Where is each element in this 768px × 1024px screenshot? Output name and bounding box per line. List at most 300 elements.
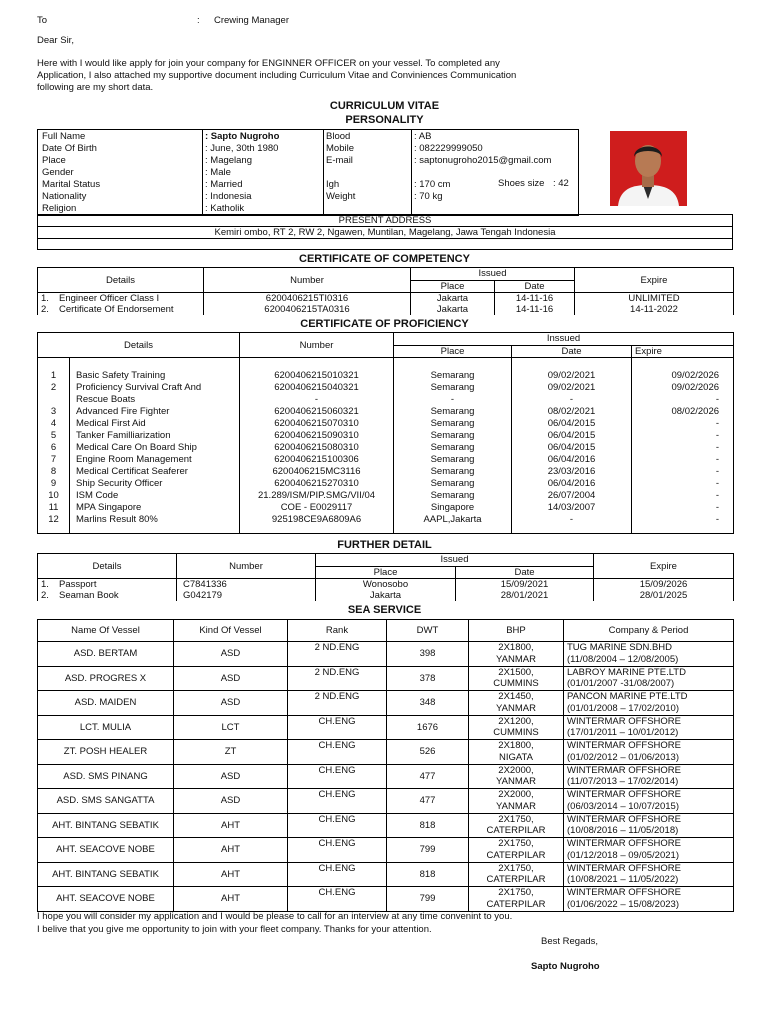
intro-paragraph: Here with I would like apply for join your company for ENGINNER OFFICER on your vessel. To completed any Application, I also attached my supportive document including Curriculum Vitae and Conviniences Communication following are my short data. [37,58,517,93]
col-place: Place [411,280,495,293]
row-number: 4 [38,418,70,430]
table-row [38,579,734,591]
date-cell: 14/03/2007 [512,502,632,514]
detail-cell [38,590,177,601]
spacer-cell [632,526,734,534]
row-number: 2. [41,590,49,601]
company-line: WINTERMAR OFFSHORE [567,887,681,899]
rank-cell: CH.ENG [288,789,387,814]
rank-cell: CH.ENG [288,813,387,838]
number-cell: C7841336 [177,579,316,591]
number-cell: 925198CE9A6809A6 [240,514,394,526]
table-row [38,418,734,430]
table-row [38,764,734,789]
expire-cell: - [632,478,734,490]
address-blank [38,239,733,250]
address-value: Kemiri ombo, RT 2, RW 2, Ngawen, Muntilan, Magelang, Jawa Tengah Indonesia [38,227,733,239]
number-cell: G042179 [177,590,316,601]
company-line: (11/07/2013 – 17/02/2014) [567,776,679,788]
sea-title: SEA SERVICE [347,604,422,616]
sea-service-table [37,619,734,912]
field-label: Gender [42,166,74,178]
number-cell: 6200406215TI0316 [204,293,411,305]
field-value [411,202,576,214]
spacer-cell [632,358,734,370]
expire-cell: 08/02/2026 [632,406,734,418]
company-cell [564,666,734,691]
expire-cell: - [632,490,734,502]
place-cell: AAPL,Jakarta [394,514,512,526]
bhp-line: 2X1500, [498,666,534,678]
bhp-line: YANMAR [496,702,536,714]
spacer-cell [38,358,70,370]
table-row [38,813,734,838]
company-cell [564,789,734,814]
bhp-cell [469,789,564,814]
field-value: : Sapto Nugroho [205,130,280,142]
vessel-name: AHT. BINTANG SEBATIK [38,813,174,838]
vessel-kind: AHT [174,887,288,912]
company-line: WINTERMAR OFFSHORE [567,764,681,776]
bhp-line: 2X1750, [498,887,534,899]
detail-cell: Ship Security Officer [70,478,240,490]
field-label: Place [42,154,66,166]
row-number: 11 [38,502,70,514]
vessel-name: ASD. SMS SANGATTA [38,789,174,814]
table-row [38,178,576,190]
bhp-cell [469,715,564,740]
date-cell: 06/04/2015 [512,418,632,430]
expire-cell: - [632,442,734,454]
field-value: : Married [205,178,243,190]
expire-cell: 09/02/2026 [632,382,734,394]
place-cell: Semarang [394,490,512,502]
spacer-cell [240,526,394,534]
company-cell [564,764,734,789]
table-row [38,740,734,765]
company-line: (10/08/2021 – 11/05/2022) [567,874,679,886]
to-label: To [37,15,48,26]
expire-cell: - [632,514,734,526]
spacer-cell [394,358,512,370]
date-cell: 23/03/2016 [512,466,632,478]
row-number: 2 [38,382,70,394]
number-cell: 21.289/ISM/PIP.SMG/VII/04 [240,490,394,502]
table-row [38,666,734,691]
row-number [38,394,70,406]
company-line: WINTERMAR OFFSHORE [567,862,681,874]
table-row [38,715,734,740]
company-line: (01/06/2022 – 15/08/2023) [567,898,679,910]
bhp-line: 2X1800, [498,642,534,654]
number-cell: COE - E0029117 [240,502,394,514]
dwt-cell: 818 [387,813,469,838]
company-cell [564,715,734,740]
signature-name: Sapto Nugroho [531,961,600,972]
date-cell: 15/09/2021 [456,579,594,591]
table-row [38,406,734,418]
bhp-cell [469,740,564,765]
vessel-name: ZT. POSH HEALER [38,740,174,765]
col-number: Number [240,333,394,358]
table-row [38,358,734,370]
bhp-line: YANMAR [496,653,536,665]
vessel-kind: ASD [174,764,288,789]
number-cell: 6200406215010321 [240,370,394,382]
field-label: Nationality [42,190,87,202]
field-value: : saptonugroho2015@gmail.com [414,154,552,166]
spacer-cell [70,358,240,370]
regards: Best Regads, [541,936,599,947]
number-cell: 6200406215040321 [240,382,394,394]
table-row [38,514,734,526]
number-cell: 6200406215090310 [240,430,394,442]
col-date: Date [495,280,575,293]
field-label: Mobile [326,142,354,154]
col-expire: Expire [632,345,734,358]
table-row [38,590,734,601]
vessel-kind: AHT [174,838,288,863]
proficiency-table [37,332,734,534]
dwt-cell: 477 [387,764,469,789]
field-label: Full Name [42,130,86,142]
vessel-name: ASD. BERTAM [38,642,174,667]
number-cell: 6200406215270310 [240,478,394,490]
table-row [38,862,734,887]
table-row [38,370,734,382]
col-issued: Issued [316,554,594,567]
field-value: : 082229999050 [414,142,483,154]
company-line: PANCON MARINE PTE.LTD [567,691,688,703]
field-label: Date Of Birth [42,142,97,154]
table-row [38,642,734,667]
table-row [38,887,734,912]
field-value: : Magelang [205,154,253,166]
expire-cell: - [632,430,734,442]
proficiency-title: CERTIFICATE OF PROFICIENCY [300,318,469,330]
date-cell: 08/02/2021 [512,406,632,418]
detail-cell: ISM Code [70,490,240,502]
company-line: (01/01/2007 -31/08/2007) [567,678,675,690]
vessel-kind: ZT [174,740,288,765]
table-row [38,466,734,478]
place-cell: Semarang [394,418,512,430]
detail-cell: Rescue Boats [70,394,240,406]
rank-cell: CH.ENG [288,715,387,740]
bhp-line: 2X1450, [498,691,534,703]
detail-cell: Engine Room Management [70,454,240,466]
date-cell: - [512,394,632,406]
detail-cell [38,579,177,591]
vessel-name: AHT. BINTANG SEBATIK [38,862,174,887]
number-cell: 6200406215080310 [240,442,394,454]
vessel-kind: ASD [174,642,288,667]
col-place: Place [316,566,456,579]
bhp-line: CATERPILAR [486,825,546,837]
col-date: Date [456,566,594,579]
dwt-cell: 526 [387,740,469,765]
field-value: : 70 kg [414,190,443,202]
table-row [38,442,734,454]
place-cell: Semarang [394,370,512,382]
date-cell: 14-11-16 [495,304,575,315]
col-company: Company & Period [564,620,734,642]
company-line: (06/03/2014 – 10/07/2015) [567,800,679,812]
col-expire: Expire [575,268,734,293]
spacer-cell [394,526,512,534]
expire-cell: - [632,466,734,478]
company-line: (01/01/2008 – 17/02/2010) [567,702,679,714]
profile-photo [610,131,687,206]
table-row [38,430,734,442]
bhp-line: YANMAR [496,800,536,812]
table-row [38,130,576,142]
field-label: E-mail [326,154,353,166]
rank-cell: CH.ENG [288,838,387,863]
col-details: Details [38,333,240,358]
vessel-name: ASD. PROGRES X [38,666,174,691]
dwt-cell: 799 [387,838,469,863]
company-cell [564,740,734,765]
row-number: 2. [41,304,49,315]
number-cell: 6200406215100306 [240,454,394,466]
detail-text: Passport [59,579,97,590]
table-row [38,293,734,305]
company-cell [564,862,734,887]
place-cell: Jakarta [411,304,495,315]
place-cell: Semarang [394,478,512,490]
vessel-kind: AHT [174,813,288,838]
bhp-line: 2X2000, [498,764,534,776]
company-line: (11/08/2004 – 12/08/2005) [567,653,679,665]
table-row [38,166,576,178]
detail-cell: MPA Singapore [70,502,240,514]
table-row [38,394,734,406]
vessel-kind: ASD [174,666,288,691]
expire-cell: - [632,454,734,466]
rank-cell: 2 ND.ENG [288,666,387,691]
competency-title: CERTIFICATE OF COMPETENCY [299,253,470,265]
col-bhp: BHP [469,620,564,642]
place-cell: Singapore [394,502,512,514]
spacer-cell [512,526,632,534]
bhp-line: CUMMINS [493,678,539,690]
bhp-line: NIGATA [499,751,533,763]
spacer-cell [70,526,240,534]
company-cell [564,838,734,863]
row-number: 10 [38,490,70,502]
bhp-cell [469,764,564,789]
detail-cell: Basic Safety Training [70,370,240,382]
place-cell: Semarang [394,382,512,394]
vessel-name: ASD. SMS PINANG [38,764,174,789]
detail-text: Engineer Officer Class I [59,293,160,304]
col-kind: Kind Of Vessel [174,620,288,642]
expire-cell: - [632,418,734,430]
company-line: TUG MARINE SDN.BHD [567,642,673,654]
row-number: 5 [38,430,70,442]
table-row [38,838,734,863]
col-issued: Issued [411,268,575,281]
detail-cell: Advanced Fire Fighter [70,406,240,418]
bhp-line: 2X1750, [498,813,534,825]
field-value: : Indonesia [205,190,252,202]
bhp-line: 2X1750, [498,838,534,850]
detail-text: Seaman Book [59,590,119,601]
field-label: Blood [326,130,351,142]
detail-cell: Medical Certificat Seaferer [70,466,240,478]
company-line: WINTERMAR OFFSHORE [567,789,681,801]
place-cell: Wonosobo [316,579,456,591]
to-value: Crewing Manager [214,15,289,26]
detail-cell [38,293,204,305]
rank-cell: 2 ND.ENG [288,642,387,667]
field-label [323,166,411,178]
row-number: 8 [38,466,70,478]
table-row [38,142,576,154]
dwt-cell: 378 [387,666,469,691]
date-cell: 26/07/2004 [512,490,632,502]
table-row [38,382,734,394]
company-line: (01/12/2018 – 09/05/2021) [567,849,679,861]
competency-table [37,267,734,315]
detail-cell: Medical Care On Board Ship [70,442,240,454]
table-row [38,454,734,466]
company-cell [564,813,734,838]
expire-cell: UNLIMITED [575,293,734,305]
dwt-cell: 1676 [387,715,469,740]
company-cell [564,691,734,716]
field-value [411,166,576,178]
date-cell: 14-11-16 [495,293,575,305]
col-details: Details [38,554,177,579]
expire-cell: - [632,394,734,406]
salutation: Dear Sir, [37,35,74,46]
table-row [38,502,734,514]
place-cell: - [394,394,512,406]
bhp-cell [469,838,564,863]
table-row [38,304,734,315]
address-label: PRESENT ADDRESS [38,215,733,227]
detail-text: Certificate Of Endorsement [59,304,174,315]
table-row [38,154,576,166]
col-dwt: DWT [387,620,469,642]
place-cell: Semarang [394,466,512,478]
dwt-cell: 799 [387,887,469,912]
bhp-line: 2X1200, [498,715,534,727]
company-cell [564,642,734,667]
expire-cell: 28/01/2025 [594,590,734,601]
bhp-cell [469,642,564,667]
bhp-line: 2X2000, [498,789,534,801]
table-row [38,202,576,214]
place-cell: Semarang [394,430,512,442]
vessel-name: AHT. SEACOVE NOBE [38,838,174,863]
number-cell: 6200406215MC3116 [240,466,394,478]
col-issued: Inssued [394,333,734,346]
date-cell: 28/01/2021 [456,590,594,601]
table-row [38,691,734,716]
to-colon: : [197,15,200,26]
row-number: 3 [38,406,70,418]
bhp-cell [469,862,564,887]
row-number: 1 [38,370,70,382]
table-row [38,190,576,202]
number-cell: 6200406215TA0316 [204,304,411,315]
further-title: FURTHER DETAIL [337,539,432,551]
vessel-name: LCT. MULIA [38,715,174,740]
vessel-kind: LCT [174,715,288,740]
bhp-line: CUMMINS [493,727,539,739]
vessel-kind: ASD [174,789,288,814]
field-value: : Male [205,166,231,178]
row-number: 1. [41,293,49,304]
personality-table [38,130,576,214]
company-line: LABROY MARINE PTE.LTD [567,666,686,678]
rank-cell: CH.ENG [288,764,387,789]
place-cell: Jakarta [316,590,456,601]
cv-title: CURRICULUM VITAE [329,100,440,112]
row-number: 1. [41,579,49,590]
shoes-label: Shoes size [498,178,545,189]
bhp-cell [469,691,564,716]
date-cell: 09/02/2021 [512,382,632,394]
field-value: : June, 30th 1980 [205,142,279,154]
col-expire: Expire [594,554,734,579]
dwt-cell: 477 [387,789,469,814]
expire-cell: 14-11-2022 [575,304,734,315]
number-cell: 6200406215070310 [240,418,394,430]
vessel-kind: AHT [174,862,288,887]
col-number: Number [204,268,411,293]
table-row [38,490,734,502]
rank-cell: CH.ENG [288,740,387,765]
field-label: Marital Status [42,178,101,190]
date-cell: 06/04/2016 [512,478,632,490]
company-line: (10/08/2016 – 11/05/2018) [567,825,679,837]
company-line: WINTERMAR OFFSHORE [567,715,681,727]
field-label: Weight [326,190,356,202]
detail-cell: Medical First Aid [70,418,240,430]
rank-cell: CH.ENG [288,862,387,887]
company-cell [564,887,734,912]
bhp-cell [469,887,564,912]
field-value: : AB [414,130,432,142]
place-cell: Jakarta [411,293,495,305]
bhp-line: 2X1800, [498,740,534,752]
date-cell: 06/04/2015 [512,430,632,442]
detail-cell [38,304,204,315]
col-details: Details [38,268,204,293]
row-number: 12 [38,514,70,526]
place-cell: Semarang [394,454,512,466]
bhp-cell [469,813,564,838]
company-line: (01/02/2012 – 01/06/2013) [567,751,679,763]
date-cell: 06/04/2015 [512,442,632,454]
expire-cell: 15/09/2026 [594,579,734,591]
dwt-cell: 398 [387,642,469,667]
company-line: WINTERMAR OFFSHORE [567,740,681,752]
date-cell: - [512,514,632,526]
bhp-line: CATERPILAR [486,898,546,910]
vessel-kind: ASD [174,691,288,716]
person-photo-icon [610,131,687,206]
spacer-cell [38,526,70,534]
closing-line-2: I belive that you give me opportunity to join with your fleet company. Thanks for your attention. [37,924,432,935]
company-line: (17/01/2011 – 10/01/2012) [567,727,679,739]
col-number: Number [177,554,316,579]
vessel-name: AHT. SEACOVE NOBE [38,887,174,912]
